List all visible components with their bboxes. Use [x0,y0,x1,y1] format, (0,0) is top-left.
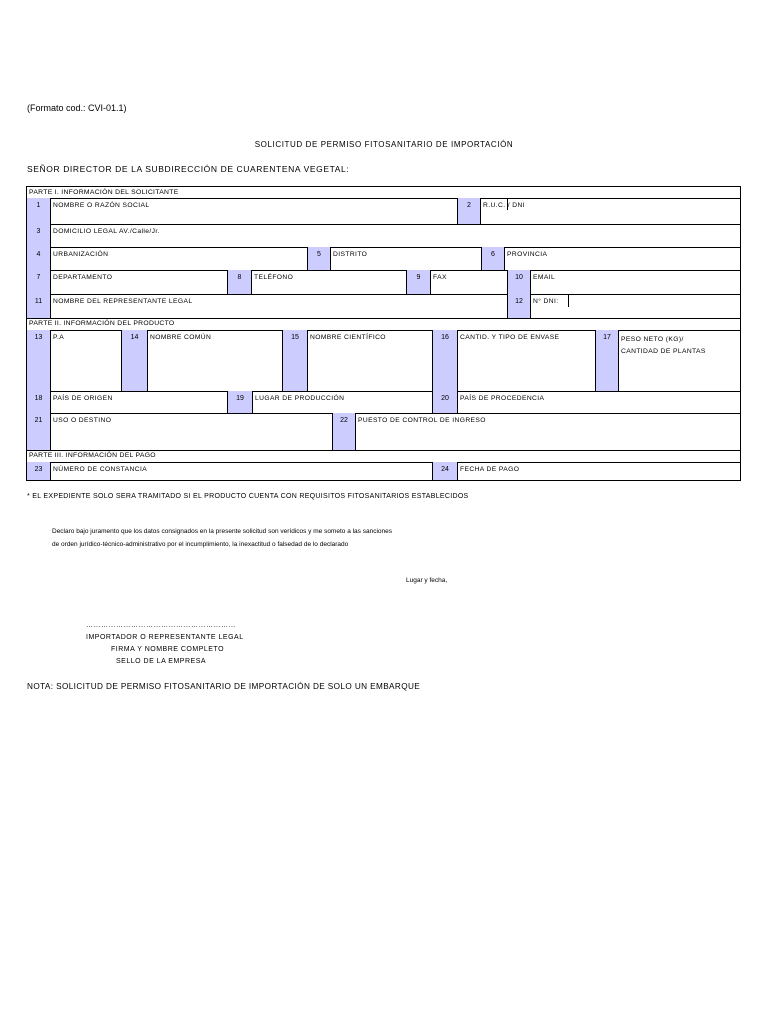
field-11-legal-representative[interactable]: NOMBRE DEL REPRESENTANTE LEGAL [53,298,193,305]
field-7-department[interactable]: DEPARTAMENTO [53,274,113,281]
field-12-number: 12 [507,294,531,318]
field-2-ruc-dni[interactable]: R.U.C. / DNI [483,202,525,209]
field-3-number: 3 [27,224,51,247]
signature-name-label: FIRMA Y NOMBRE COMPLETO [111,646,225,653]
field-11-number: 11 [27,294,51,318]
field-1-number: 1 [27,198,51,224]
field-18-number: 18 [27,391,51,413]
company-seal-label: SELLO DE LA EMPRESA [116,658,207,665]
field-24-payment-date[interactable]: FECHA DE PAGO [460,466,520,473]
field-17-label-line2: CANTIDAD DE PLANTAS [621,348,706,355]
part2-header: PARTE II. INFORMACIÓN DEL PRODUCTO [29,320,175,327]
field-2-number: 2 [457,198,481,224]
field-17-net-weight[interactable] [619,330,740,391]
field-17-number: 17 [595,330,619,391]
field-16-number: 16 [432,330,458,391]
field-4-number: 4 [27,247,51,270]
field-3-address[interactable]: DOMICILIO LEGAL AV./Calle/Jr. [53,228,160,235]
field-14-number: 14 [121,330,148,391]
part1-header: PARTE I. INFORMACIÓN DEL SOLICITANTE [29,189,179,196]
field-6-province[interactable]: PROVINCIA [507,251,548,258]
field-14-common-name[interactable]: NOMBRE COMÚN [150,334,212,341]
field-15-number: 15 [282,330,308,391]
field-23-number: 23 [27,462,51,480]
application-form [26,186,741,481]
document-title: SOLICITUD DE PERMISO FITOSANITARIO DE IMPORTACIÓN [254,140,514,149]
format-code: (Formato cod.: CVI-01.1) [27,103,127,113]
addressee-line: SEÑOR DIRECTOR DE LA SUBDIRECCIÓN DE CUARENTENA VEGETAL: [27,164,350,174]
field-23-certificate-number[interactable]: NÚMERO DE CONSTANCIA [53,466,148,473]
field-8-number: 8 [227,270,252,294]
field-6-number: 6 [481,247,505,270]
field-18-country-origin[interactable]: PAÍS DE ORIGEN [53,395,113,402]
field-9-number: 9 [406,270,431,294]
bottom-note: NOTA: SOLICITUD DE PERMISO FITOSANITARIO DE IMPORTACIÓN DE SOLO UN EMBARQUE [27,682,421,691]
field-19-production-place[interactable]: LUGAR DE PRODUCCIÓN [255,395,345,402]
field-19-number: 19 [227,391,253,413]
field-22-number: 22 [332,413,356,450]
declaration-line-1: Declaro bajo juramento que los datos consignados en la presente solicitud son verídicos y me someto a las sanciones [52,528,392,535]
part3-header: PARTE III. INFORMACIÓN DEL PAGO [29,452,156,459]
field-4-urbanization[interactable]: URBANIZACIÓN [53,251,109,258]
processing-note: * EL EXPEDIENTE SOLO SERA TRAMITADO SI EL PRODUCTO CUENTA CON REQUISITOS FITOSANITARIOS ESTABLECIDOS [27,493,469,500]
field-10-email[interactable]: EMAIL [533,274,556,281]
field-9-fax[interactable]: FAX [433,274,447,281]
field-13-pa[interactable]: P.A [53,334,65,341]
signature-role: IMPORTADOR O REPRESENTANTE LEGAL [86,634,244,641]
field-10-number: 10 [507,270,531,294]
field-13-number: 13 [27,330,51,391]
field-8-phone[interactable]: TELÉFONO [254,274,294,281]
field-5-district[interactable]: DISTRITO [333,251,368,258]
field-17-label-line1: PESO NETO (KG)/ [621,336,684,343]
field-15-scientific-name[interactable]: NOMBRE CIENTÍFICO [310,334,386,341]
field-16-quantity-packaging[interactable]: CANTID. Y TIPO DE ENVASE [460,334,560,341]
field-1-name[interactable]: NOMBRE O RAZÓN SOCIAL [53,202,150,209]
field-20-country-provenance[interactable]: PAÍS DE PROCEDENCIA [460,395,545,402]
field-20-number: 20 [432,391,458,413]
signature-line: …………………………………………………… [86,622,236,629]
field-24-number: 24 [432,462,458,480]
field-22-control-post[interactable]: PUESTO DE CONTROL DE INGRESO [358,417,486,424]
field-21-number: 21 [27,413,51,450]
place-and-date: Lugar y fecha, [406,577,448,584]
field-5-number: 5 [307,247,331,270]
field-7-number: 7 [27,270,51,294]
field-21-use-destination[interactable]: USO O DESTINO [53,417,112,424]
declaration-line-2: de orden jurídico-técnico-administrativo por el incumplimiento, la inexactitud o falsedad de lo declarado [52,541,349,548]
field-12-dni[interactable]: N° DNI: [533,298,559,305]
